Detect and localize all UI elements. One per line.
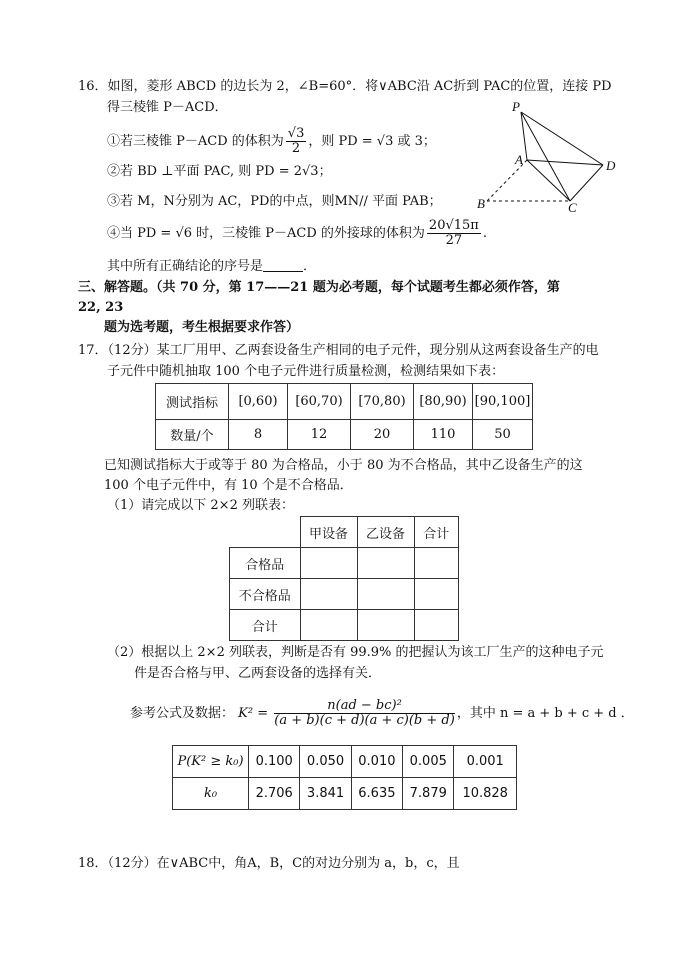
q16-statement-4: ④当 PD = √6 时，三棱锥 P－ACD 的外接球的体积为 $\frac{20√15\pi}{27}$ . — [107, 218, 487, 248]
q16-statement-2: ②若 BD ⊥平面 PAC, 则 PD = 2√3； — [107, 164, 332, 179]
table-cell: 数量/个 — [156, 420, 229, 450]
section3-heading-line1: 三、解答题。（共 70 分，第 17——21 题为必考题，每个试题考生都必须作答，第 — [78, 280, 560, 295]
volume-fraction: $\frac{√3}{2}$ — [287, 126, 305, 156]
table-row — [173, 746, 517, 778]
q17-intro-line2: 子元件中随机抽取 100 个电子元件进行质量检测，检测结果如下表： — [107, 364, 505, 379]
table-cell: 50 — [473, 420, 533, 450]
table-cell: 0.100 — [249, 746, 300, 778]
input-cell[interactable] — [357, 579, 414, 610]
table-cell: 3.841 — [300, 778, 351, 810]
critical-values-table — [172, 745, 517, 810]
table-cell: 不合格品 — [230, 579, 301, 610]
table-cell: 测试指标 — [156, 384, 229, 420]
table-row — [156, 420, 533, 450]
q16-conclusion: 其中所有正确结论的序号是 ． — [107, 259, 317, 274]
input-cell[interactable] — [300, 548, 357, 579]
edge-PD — [521, 112, 603, 165]
table-header-row — [230, 517, 459, 548]
q17-intro-line1: 17．（12分）某工厂用甲、乙两套设备生产相同的电子元件，现分别从这两套设备生产的电 — [78, 343, 599, 358]
edge-AC — [527, 160, 570, 201]
input-cell[interactable] — [414, 610, 459, 641]
q17-part2-line1: （2）根据以上 2×2 列联表，判断是否有 99.9% 的把握认为该工厂生产的这种电子元 — [107, 645, 604, 660]
table-cell: P(K² ≥ k₀) — [173, 746, 249, 778]
reference-formula: 参考公式及数据： K² = $\frac{\text{n(ad − bc)²}}{(a + b)(c + d)(a + c)(b + d)}$ ，其中 n = a + b + c + d ． — [130, 698, 634, 728]
label-A: A — [515, 152, 523, 167]
table-cell: 0.001 — [454, 746, 517, 778]
table-cell: 合格品 — [230, 548, 301, 579]
table-cell: 2.706 — [249, 778, 300, 810]
q18-line1: 18．（12分）在∨ABC中，角A，B，C的对边分别为 a，b，c，且 — [78, 856, 460, 871]
contingency-table — [229, 516, 459, 641]
q17-text-line1: 已知测试指标大于或等于 80 为合格品，小于 80 为不合格品，其中乙设备生产的这 — [104, 458, 583, 473]
q16-statement-3: ③若 M，N分别为 AC，PD的中点，则MN// 平面 PAB； — [107, 194, 442, 209]
edge-CD — [570, 165, 603, 201]
table-cell: 0.010 — [351, 746, 402, 778]
label-C: C — [568, 200, 577, 215]
table-cell: 合计 — [230, 610, 301, 641]
table-cell: 10.828 — [454, 778, 517, 810]
table-cell: [70,80) — [351, 384, 414, 420]
table-cell: 合计 — [414, 517, 459, 548]
input-cell[interactable] — [357, 610, 414, 641]
table-cell: 12 — [288, 420, 351, 450]
q17-text-line2: 100 个电子元件中，有 10 个是不合格品． — [104, 478, 353, 493]
edge-PC — [521, 112, 570, 201]
table-cell: 甲设备 — [300, 517, 357, 548]
table-cell: [90,100] — [473, 384, 533, 420]
input-cell[interactable] — [300, 579, 357, 610]
input-cell[interactable] — [414, 579, 459, 610]
table-cell: [80,90) — [414, 384, 473, 420]
table-cell: 110 — [414, 420, 473, 450]
table-cell: 0.050 — [300, 746, 351, 778]
table-row — [173, 778, 517, 810]
input-cell[interactable] — [300, 610, 357, 641]
table-cell: 0.005 — [403, 746, 454, 778]
q16-line1: 16．如图，菱形 ABCD 的边长为 2，∠B=60°．将∨ABC沿 AC折到 PAC的位置，连接 PD — [78, 79, 612, 94]
q16-statement-1: ①若三棱锥 P－ACD 的体积为 $\frac{√3}{2}$ ，则 PD = √3 或 3； — [107, 126, 436, 156]
edge-AD — [527, 160, 603, 165]
table-row — [230, 579, 459, 610]
table-cell: 20 — [351, 420, 414, 450]
table-cell: k₀ — [173, 778, 249, 810]
q16-line2: 得三棱锥 P－ACD． — [107, 100, 228, 115]
table-cell: 8 — [229, 420, 288, 450]
q17-part2-line2: 件是否合格与甲、乙两套设备的选择有关． — [134, 666, 382, 681]
chi-square-fraction: $\frac{\text{n(ad − bc)²}}{(a + b)(c + d)(a + c)(b + d)}$ — [274, 698, 455, 728]
table-cell: [60,70) — [288, 384, 351, 420]
table-row — [230, 548, 459, 579]
table-cell: 乙设备 — [357, 517, 414, 548]
pyramid-figure — [470, 98, 620, 216]
label-P: P — [512, 99, 520, 114]
test-results-table — [155, 383, 533, 450]
sphere-volume-fraction: $\frac{20√15\pi}{27}$ — [428, 218, 479, 248]
table-cell: 6.635 — [351, 778, 402, 810]
table-corner-cell — [230, 517, 301, 548]
label-D: D — [606, 158, 616, 173]
table-header-row — [156, 384, 533, 420]
section3-heading-line3: 题为选考题，考生根据要求作答） — [104, 320, 300, 335]
input-cell[interactable] — [357, 548, 414, 579]
table-row — [230, 610, 459, 641]
label-B: B — [477, 196, 485, 211]
input-cell[interactable] — [414, 548, 459, 579]
table-cell: 7.879 — [403, 778, 454, 810]
section3-heading-line2: 22, 23 — [78, 300, 124, 315]
q17-part1: （1）请完成以下 2×2 列联表： — [107, 498, 294, 513]
answer-blank[interactable] — [263, 259, 303, 272]
table-cell: [0,60) — [229, 384, 288, 420]
